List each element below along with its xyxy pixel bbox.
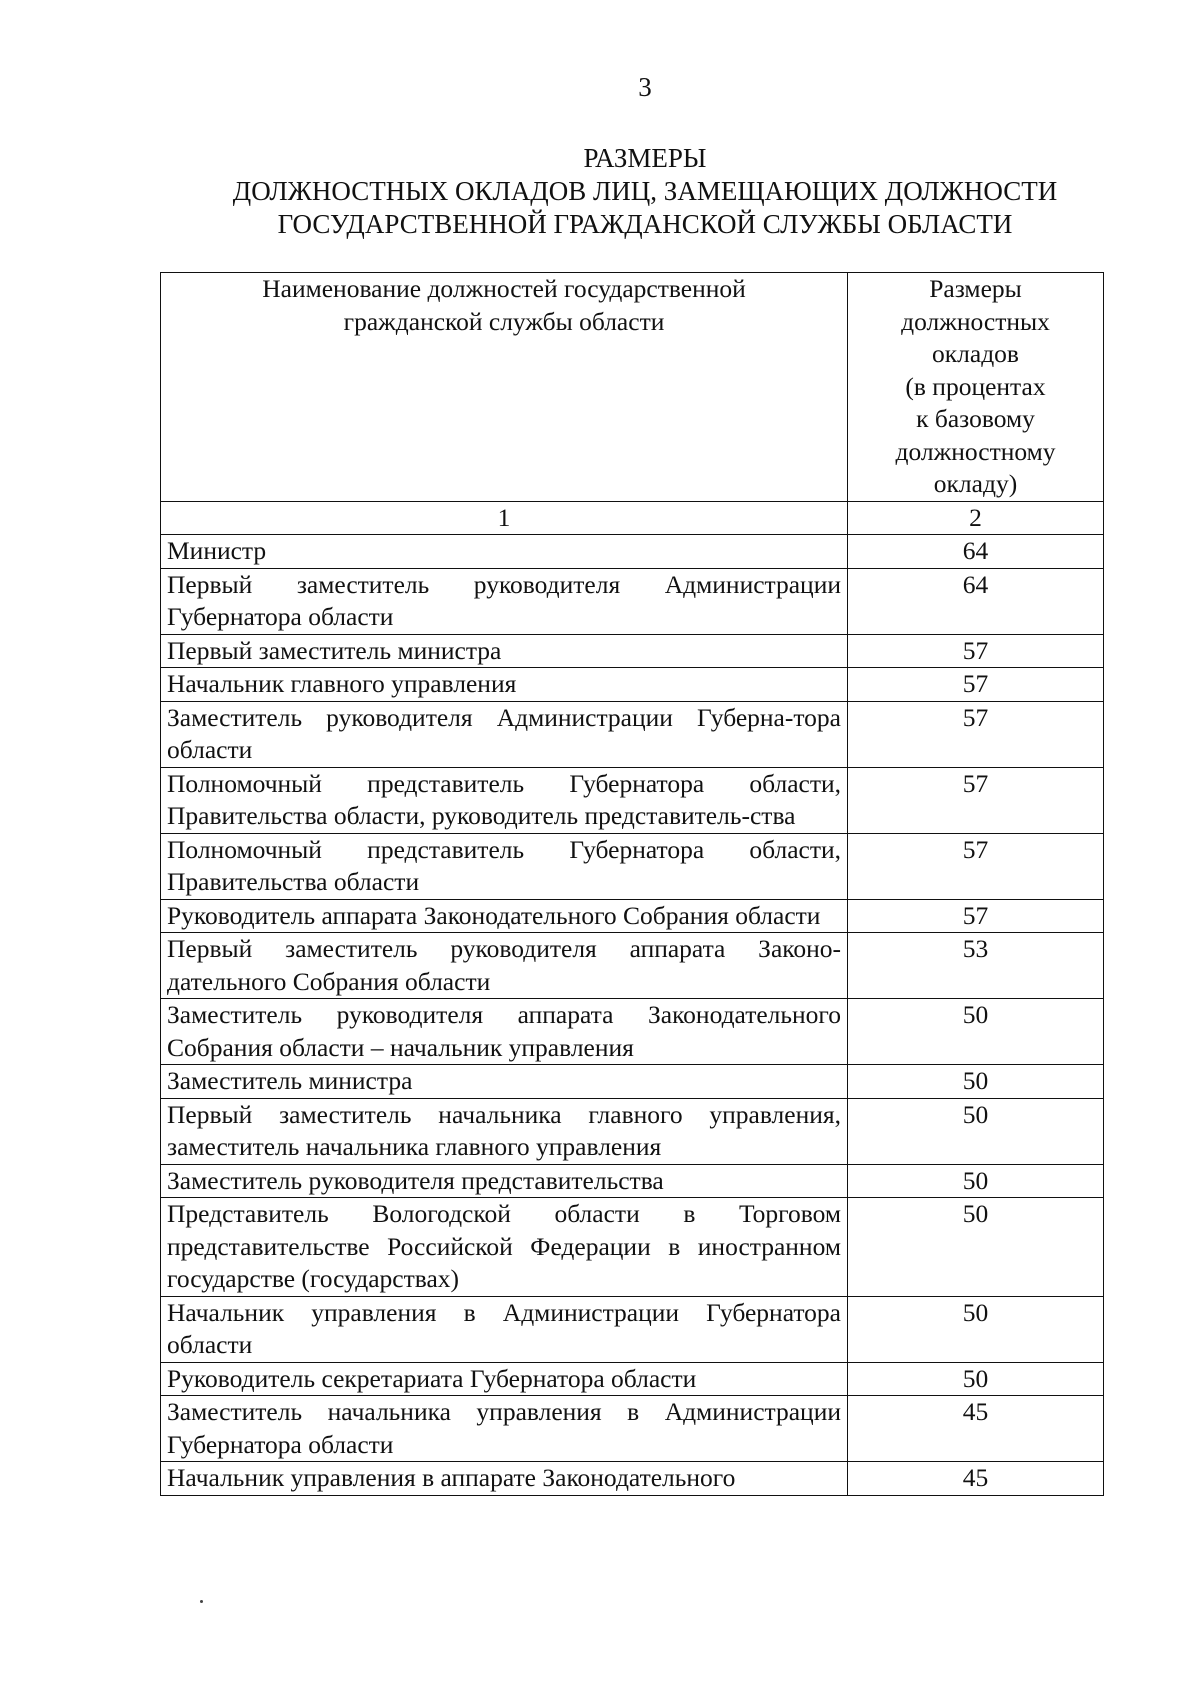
table-row <box>161 767 1104 833</box>
position-name-cell: Заместитель руководителя аппарата Законодательного Собрания области – начальник управления <box>161 999 848 1065</box>
table-row <box>161 999 1104 1065</box>
salary-percent-cell: 64 <box>848 535 1104 569</box>
table-row <box>161 568 1104 634</box>
position-name-cell: Начальник главного управления <box>161 668 848 702</box>
salary-percent-cell: 57 <box>848 833 1104 899</box>
salary-percent-cell: 45 <box>848 1396 1104 1462</box>
table-row <box>161 833 1104 899</box>
document-title <box>160 142 1130 241</box>
salary-table <box>160 272 1104 1496</box>
position-name-cell: Руководитель аппарата Законодательного Собрания области <box>161 899 848 933</box>
position-name-cell: Заместитель начальника управления в Администрации Губернатора области <box>161 1396 848 1462</box>
title-line-1: РАЗМЕРЫ <box>583 143 707 173</box>
position-name-cell: Первый заместитель руководителя аппарата Законо-дательного Собрания области <box>161 933 848 999</box>
header-col2-line: должностному <box>895 436 1056 466</box>
salary-percent-cell: 64 <box>848 568 1104 634</box>
table-row <box>161 899 1104 933</box>
header-col2-line: окладов <box>932 339 1019 368</box>
position-name-cell: Представитель Вологодской области в Торговом представительстве Российской Федерации в иностранном государстве (государствах) <box>161 1198 848 1297</box>
position-name-cell: Руководитель секретариата Губернатора области <box>161 1362 848 1396</box>
table-row <box>161 1362 1104 1396</box>
salary-percent-cell: 50 <box>848 999 1104 1065</box>
salary-percent-cell: 57 <box>848 668 1104 702</box>
position-name-cell: Полномочный представитель Губернатора области, Правительства области <box>161 833 848 899</box>
salary-percent-cell: 57 <box>848 899 1104 933</box>
position-name-cell: Заместитель руководителя Администрации Губерна-тора области <box>161 701 848 767</box>
table-row <box>161 535 1104 569</box>
table-row <box>161 1296 1104 1362</box>
header-col2-line: (в процентах <box>905 371 1046 401</box>
table-row <box>161 1198 1104 1297</box>
salary-percent-cell: 53 <box>848 933 1104 999</box>
salary-percent-cell: 50 <box>848 1164 1104 1198</box>
position-name-cell: Первый заместитель начальника главного управления, заместитель начальника главного управления <box>161 1098 848 1164</box>
column-number-row <box>161 501 1104 535</box>
column-number-2: 2 <box>848 501 1104 535</box>
salary-percent-cell: 50 <box>848 1362 1104 1396</box>
header-col1-line: Наименование должностей государственной <box>262 274 746 303</box>
salary-percent-cell: 57 <box>848 767 1104 833</box>
table-row <box>161 1098 1104 1164</box>
position-name-cell: Министр <box>161 535 848 569</box>
position-name-cell: Начальник управления в аппарате Законодательного <box>161 1462 848 1496</box>
position-name-cell: Начальник управления в Администрации Губернатора области <box>161 1296 848 1362</box>
salary-percent-cell: 50 <box>848 1098 1104 1164</box>
salary-percent-cell: 50 <box>848 1065 1104 1099</box>
header-col2-line: к базовому <box>916 404 1035 433</box>
position-name-cell: Заместитель министра <box>161 1065 848 1099</box>
table-row <box>161 1462 1104 1496</box>
scan-speck <box>200 1600 203 1603</box>
table-row <box>161 634 1104 668</box>
salary-percent-cell: 57 <box>848 701 1104 767</box>
position-name-cell: Первый заместитель министра <box>161 634 848 668</box>
table-row <box>161 1065 1104 1099</box>
salary-percent-cell: 45 <box>848 1462 1104 1496</box>
table-row <box>161 1396 1104 1462</box>
salary-percent-cell: 50 <box>848 1198 1104 1297</box>
salary-percent-cell: 57 <box>848 634 1104 668</box>
column-number-1: 1 <box>161 501 848 535</box>
header-col1-line: гражданской службы области <box>343 306 665 336</box>
title-line-2: ДОЛЖНОСТНЫХ ОКЛАДОВ ЛИЦ, ЗАМЕЩАЮЩИХ ДОЛЖНОСТИ <box>232 176 1058 206</box>
title-line-3: ГОСУДАРСТВЕННОЙ ГРАЖДАНСКОЙ СЛУЖБЫ ОБЛАСТИ <box>277 209 1013 239</box>
table-header-row <box>161 273 1104 502</box>
table-row <box>161 668 1104 702</box>
table-row <box>161 933 1104 999</box>
page-number: 3 <box>638 72 652 102</box>
position-name-cell: Первый заместитель руководителя Администрации Губернатора области <box>161 568 848 634</box>
salary-percent-cell: 50 <box>848 1296 1104 1362</box>
header-col2-line: Размеры <box>929 274 1022 303</box>
header-salary-size <box>848 273 1104 502</box>
table-row <box>161 1164 1104 1198</box>
header-position-name <box>161 273 848 502</box>
header-col2-line: окладу) <box>933 469 1018 498</box>
position-name-cell: Заместитель руководителя представительства <box>161 1164 848 1198</box>
position-name-cell: Полномочный представитель Губернатора области, Правительства области, руководитель представитель-ства <box>161 767 848 833</box>
header-col2-line: должностных <box>901 306 1050 336</box>
table-row <box>161 701 1104 767</box>
